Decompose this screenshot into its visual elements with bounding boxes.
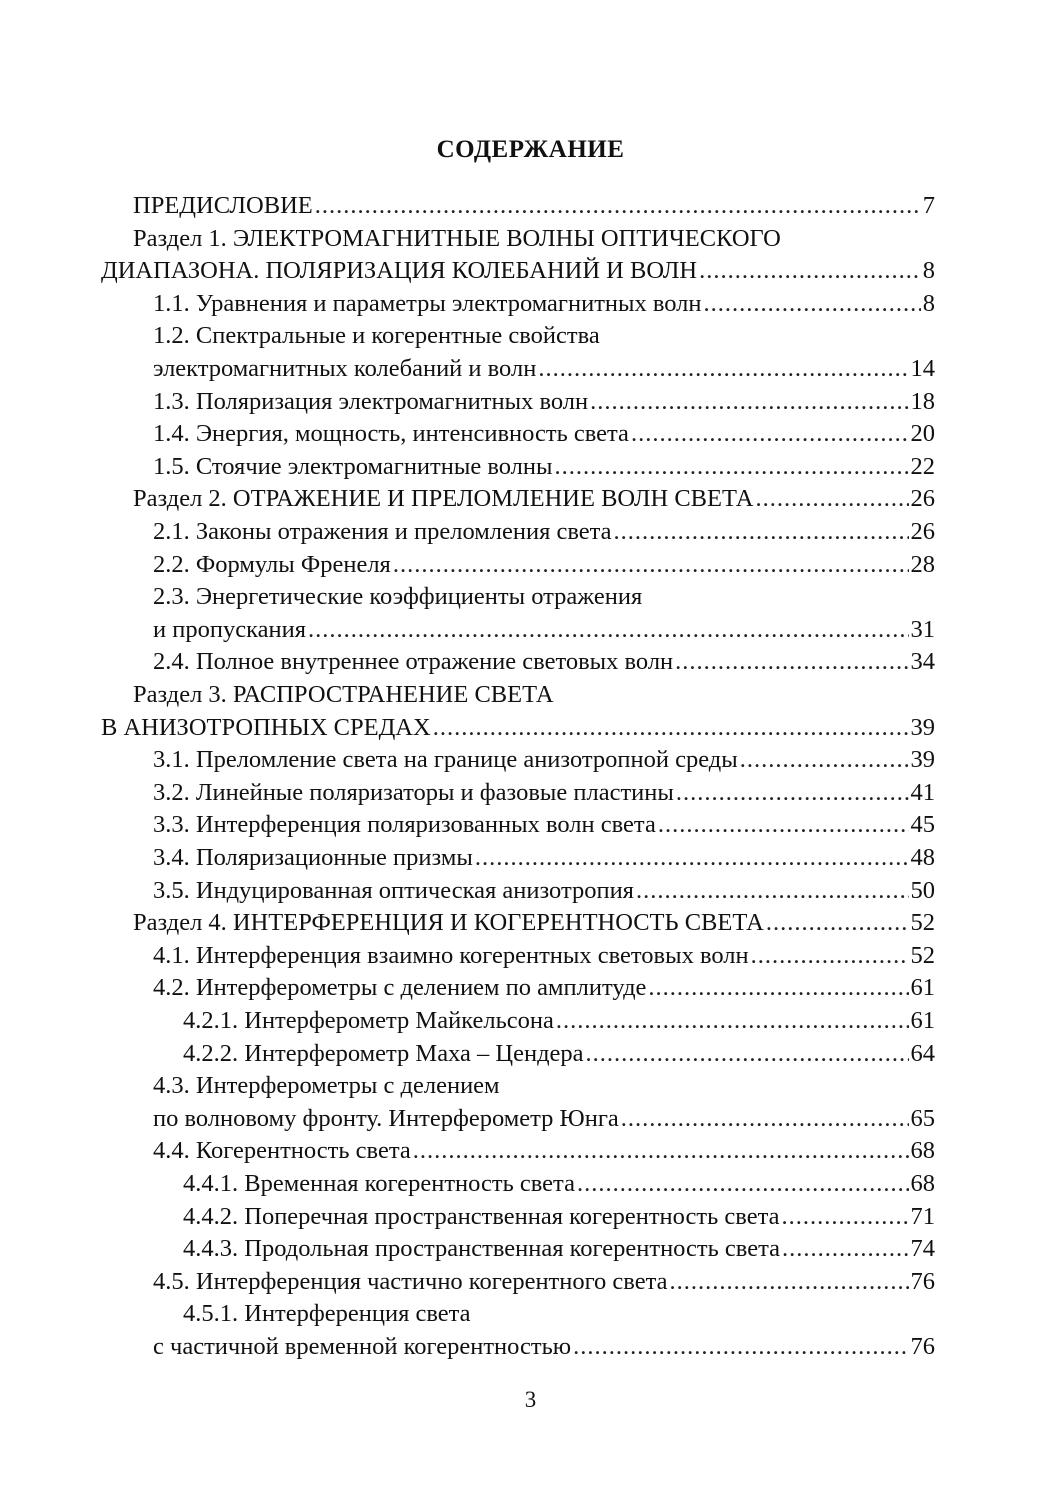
toc-entry-title: 4.4.2. Поперечная пространственная когерентность света: [183, 1202, 780, 1230]
toc-entry: [183, 1233, 935, 1265]
toc-entry: [153, 549, 935, 581]
toc-entry-page: 50: [910, 876, 935, 904]
toc-entry: [153, 516, 935, 548]
dot-leader: [538, 353, 908, 385]
toc-entry-title: В АНИЗОТРОПНЫХ СРЕДАХ: [101, 713, 431, 741]
dot-leader: [699, 255, 921, 287]
toc-entry: [153, 581, 642, 613]
toc-entry-title: 2.4. Полное внутреннее отражение световых волн: [153, 648, 674, 676]
toc-entry-page: 26: [910, 518, 935, 545]
toc-entry-page: 68: [910, 1137, 935, 1165]
toc-entry-title: 4.2. Интерферометры с делением по амплитуде: [153, 974, 647, 1002]
toc-entry: [153, 744, 935, 776]
toc-entry-page: 68: [910, 1170, 935, 1197]
toc-entry: [101, 712, 935, 744]
toc-entry-title: 1.5. Стоячие электромагнитные волны: [153, 452, 553, 480]
page-number: 3: [524, 1387, 537, 1412]
dot-leader: [590, 386, 908, 418]
toc-entry: [153, 1070, 500, 1102]
dot-leader: [393, 549, 909, 581]
toc-entry: [153, 777, 935, 809]
toc-entry-title: 3.2. Линейные поляризаторы и фазовые пластины: [153, 778, 674, 806]
toc-entry: [153, 1135, 935, 1167]
toc-entry-title: 4.2.2. Интерферометр Маха – Цендера: [183, 1039, 584, 1067]
toc-entry-title: 2.1. Законы отражения и преломления света: [153, 518, 612, 545]
toc-entry-title: 4.1. Интерференция взаимно когерентных световых волн: [153, 941, 749, 969]
toc-entry-title: Раздел 4. ИНТЕРФЕРЕНЦИЯ И КОГЕРЕНТНОСТЬ СВЕТА: [133, 909, 764, 937]
toc-entry-title: 4.5. Интерференция частично когерентного света: [153, 1267, 668, 1295]
dot-leader: [740, 744, 909, 776]
toc-entry-page: 76: [910, 1267, 935, 1295]
toc-entry-title: по волновому фронту. Интерферометр Юнга: [153, 1104, 619, 1132]
toc-entry-page: 34: [910, 648, 935, 676]
toc-entry-page: 52: [910, 909, 935, 937]
dot-leader: [704, 288, 921, 320]
toc-entry-page: 52: [910, 941, 935, 969]
toc-entry-page: 26: [910, 485, 935, 513]
toc-entry-title: 4.4. Когерентность света: [153, 1137, 411, 1165]
toc-entry-title: 1.4. Энергия, мощность, интенсивность света: [153, 420, 629, 448]
toc-entry-page: 18: [910, 387, 935, 415]
toc-entry-page: 48: [910, 844, 935, 871]
toc-entry-page: 65: [910, 1104, 935, 1132]
toc-entry-page: 76: [910, 1333, 935, 1360]
toc-entry-page: 14: [910, 355, 935, 382]
dot-leader: [475, 842, 909, 874]
toc-entry: [153, 418, 935, 450]
dot-leader: [308, 614, 909, 646]
toc-entry: [133, 190, 935, 222]
toc-entry: [183, 1038, 935, 1070]
page-title: СОДЕРЖАНИЕ: [436, 136, 625, 163]
toc-entry-title: 2.3. Энергетические коэффициенты отражения: [153, 583, 643, 611]
dot-leader: [766, 907, 909, 939]
dot-leader: [556, 1005, 909, 1037]
dot-leader: [636, 875, 909, 907]
toc-entry: [153, 288, 935, 320]
dot-leader: [658, 809, 909, 841]
toc-entry: [133, 483, 935, 515]
toc-entry-page: 61: [910, 974, 935, 1002]
toc-entry: [133, 223, 781, 255]
toc-entry-page: 71: [910, 1202, 935, 1230]
toc-entry: [153, 842, 935, 874]
dot-leader: [621, 1103, 909, 1135]
toc-entry-title: 4.2.1. Интерферометр Майкельсона: [183, 1007, 554, 1034]
toc-entry-title: 2.2. Формулы Френеля: [153, 550, 391, 578]
toc-entry: [153, 972, 935, 1004]
toc-entry-page: 39: [910, 746, 935, 774]
toc-entry-page: 39: [910, 713, 935, 741]
dot-leader: [573, 1331, 908, 1363]
toc-entry-title: 1.2. Спектральные и когерентные свойства: [153, 322, 600, 350]
toc-entry-page: 28: [910, 550, 935, 578]
toc-entry: [133, 907, 935, 939]
toc-entry-title: 3.1. Преломление света на границе анизотропной среды: [153, 746, 738, 774]
dot-leader: [586, 1038, 909, 1070]
toc-entry-page: 61: [910, 1007, 935, 1034]
toc-entry: [133, 679, 554, 711]
toc-entry-title: 3.3. Интерференция поляризованных волн света: [153, 811, 656, 839]
toc-entry-title: Раздел 1. ЭЛЕКТРОМАГНИТНЫЕ ВОЛНЫ ОПТИЧЕСКОГО: [133, 224, 781, 252]
toc-entry: [153, 353, 935, 385]
dot-leader: [755, 483, 908, 515]
toc-entry: [183, 1298, 471, 1330]
toc-entry-page: 8: [922, 289, 935, 317]
toc-entry-title: 3.5. Индуцированная оптическая анизотропия: [153, 876, 634, 904]
dot-leader: [433, 712, 909, 744]
toc-entry-title: и пропускания: [153, 615, 306, 643]
toc-entry-title: 3.4. Поляризационные призмы: [153, 844, 473, 871]
toc-entry-page: 31: [910, 615, 935, 643]
dot-leader: [631, 418, 909, 450]
toc-entry-title: электромагнитных колебаний и волн: [153, 355, 537, 382]
toc-entry-page: 8: [922, 257, 935, 285]
dot-leader: [554, 451, 908, 483]
toc-entry-title: 1.3. Поляризация электромагнитных волн: [153, 387, 589, 415]
dot-leader: [782, 1233, 909, 1265]
dot-leader: [751, 940, 909, 972]
dot-leader: [675, 646, 908, 678]
dot-leader: [413, 1135, 909, 1167]
toc-entry: [183, 1201, 935, 1233]
toc-entry-page: 22: [910, 452, 935, 480]
dot-leader: [577, 1168, 909, 1200]
toc-entry: [183, 1005, 935, 1037]
toc-entry-title: с частичной временной когерентностью: [153, 1333, 572, 1360]
dot-leader: [648, 972, 908, 1004]
toc-entry: [101, 255, 935, 287]
toc-entry-title: 4.4.3. Продольная пространственная когерентность света: [183, 1235, 780, 1263]
toc-entry-title: 4.3. Интерферометры с делением: [153, 1072, 500, 1100]
toc-entry-title: ПРЕДИСЛОВИЕ: [133, 192, 313, 219]
toc-entry-title: 1.1. Уравнения и параметры электромагнитных волн: [153, 289, 702, 317]
dot-leader: [614, 516, 909, 548]
toc-entry: [153, 1331, 935, 1363]
toc-entry: [183, 1168, 935, 1200]
toc-entry: [153, 614, 935, 646]
dot-leader: [676, 777, 909, 809]
toc-entry-page: 7: [922, 192, 935, 219]
dot-leader: [670, 1266, 909, 1298]
toc-entry-title: 4.4.1. Временная когерентность света: [183, 1170, 575, 1197]
toc-entry: [153, 1103, 935, 1135]
toc-entry: [153, 1266, 935, 1298]
toc-entry-title: 4.5.1. Интерференция света: [183, 1300, 471, 1328]
toc-entry: [153, 646, 935, 678]
toc-entry-page: 45: [910, 811, 935, 839]
toc-entry-page: 20: [910, 420, 935, 448]
toc-entry-page: 64: [910, 1039, 935, 1067]
toc-entry-page: 41: [910, 778, 935, 806]
toc-entry-title: ДИАПАЗОНА. ПОЛЯРИЗАЦИЯ КОЛЕБАНИЙ И ВОЛН: [101, 257, 698, 285]
dot-leader: [315, 190, 921, 222]
dot-leader: [781, 1201, 908, 1233]
toc-entry: [153, 451, 935, 483]
toc-entry: [153, 875, 935, 907]
toc-entry-title: Раздел 2. ОТРАЖЕНИЕ И ПРЕЛОМЛЕНИЕ ВОЛН СВЕТА: [133, 485, 754, 513]
toc-entry: [153, 809, 935, 841]
toc-entry-page: 74: [910, 1235, 935, 1263]
toc-entry: [153, 940, 935, 972]
toc-entry: [153, 386, 935, 418]
toc-entry: [153, 320, 600, 352]
toc-entry-title: Раздел 3. РАСПРОСТРАНЕНИЕ СВЕТА: [133, 681, 554, 708]
